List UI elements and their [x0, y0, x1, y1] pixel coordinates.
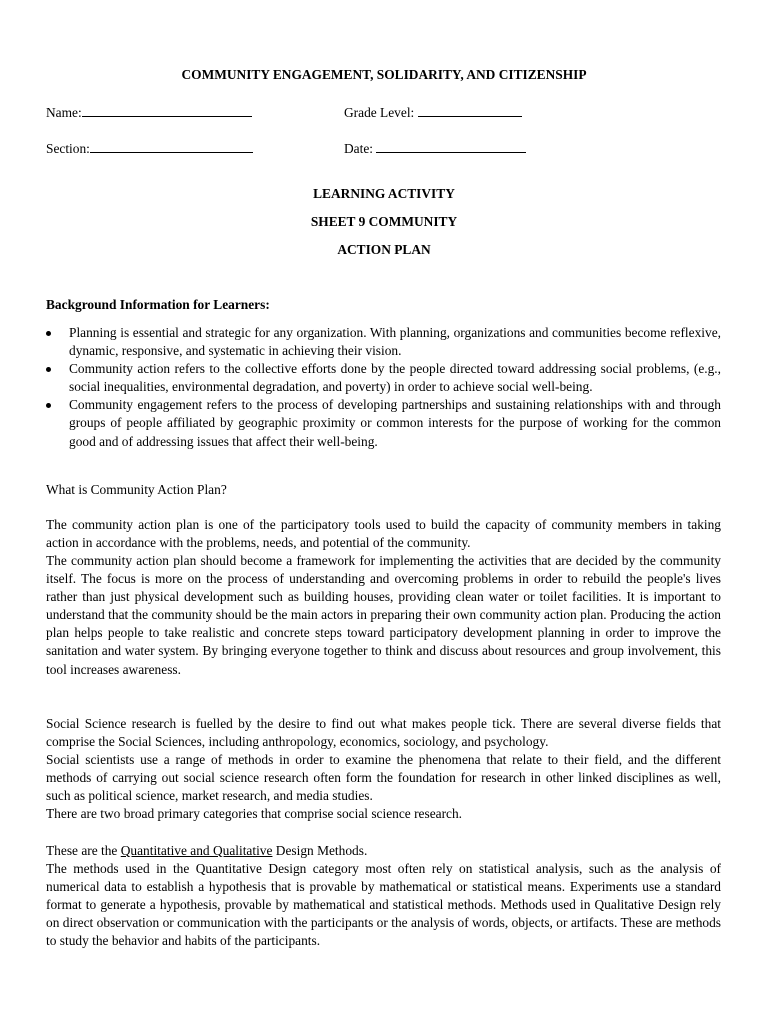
paragraph-research-methods: Social scientists use a range of methods in order to examine the phenomena that relate to their field, and the different methods of carrying out social science research often form the foundation for research in other linked disciplines as well, such as political science, market research, and media studies.: [46, 752, 721, 804]
name-label: Name:: [46, 105, 82, 120]
paragraph-categories: There are two broad primary categories that comprise social science research.: [46, 806, 463, 821]
heading-line-1: LEARNING ACTIVITY: [313, 186, 455, 201]
paragraph-action-plan-framework: The community action plan should become a framework for implementing the activities that are decided by the community itself. The focus is more on the process of understanding and overcoming problems in order to rebuild the people's lives rather than just physical development such as building houses, providing clean water or toilet facilities. It is important to understand that the community should be the main actors in preparing their own community action plan. Producing the action plan helps people to take realistic and concrete steps toward participatory development planning in order to improve the sanitation and water system. By bringing everyone together to think and discuss about resources and group involvement, this tool increases awareness.: [46, 553, 721, 677]
background-info-heading: Background Information for Learners:: [46, 297, 270, 312]
paragraph-social-science: Social Science research is fuelled by the desire to find out what makes people tick. There are several diverse fields that comprise the Social Sciences, including anthropology, economics, sociology, and psychology.: [46, 716, 721, 750]
date-label: Date:: [344, 141, 373, 156]
bullet-dot-icon: [46, 367, 51, 372]
name-blank-line[interactable]: [82, 103, 252, 117]
bullet-dot-icon: [46, 403, 51, 408]
date-blank-line[interactable]: [376, 139, 526, 153]
section-field[interactable]: [46, 139, 253, 158]
bullet-text: Planning is essential and strategic for any organization. With planning, organizations and communities become reflexive, dynamic, responsive, and systematic in achieving their vision.: [69, 325, 721, 359]
quantitative-qualitative-link[interactable]: Quantitative and Qualitative: [120, 843, 273, 858]
bullet-text: Community engagement refers to the process of developing partnerships and sustaining relationships with and through groups of people affiliated by geographic proximity or common interests for the purpose of working for the common good and of addressing issues that affect their well-being.: [69, 397, 721, 449]
grade-level-field[interactable]: [344, 103, 522, 122]
grade-level-blank-line[interactable]: [418, 103, 522, 117]
paragraph-design-methods: [46, 842, 367, 860]
bullet-dot-icon: [46, 331, 51, 336]
design-methods-suffix: Design Methods.: [272, 843, 368, 858]
paragraph-action-plan-definition: The community action plan is one of the participatory tools used to build the capacity of community members in taking action in accordance with the problems, needs, and potential of the community.: [46, 517, 721, 551]
design-methods-prefix: These are the: [46, 843, 121, 858]
section-label: Section:: [46, 141, 90, 156]
paragraph-quantitative-qualitative: The methods used in the Quantitative Design category most often rely on statistical analysis, such as the analysis of numerical data to establish a hypothesis that is provable by mathematical or statistical means. Experiments use a standard format to generate a hypothesis, provable by mathematical and statistical methods. Methods used in Qualitative Design rely on direct observation or communication with the participants or the analysis of words, objects, or artifacts. These are methods to study the behavior and habits of the participants.: [46, 861, 721, 949]
grade-level-label: Grade Level:: [344, 105, 415, 120]
bullet-item: [46, 324, 721, 360]
bullet-item: [46, 360, 721, 396]
question-heading: What is Community Action Plan?: [46, 482, 227, 497]
document-title: COMMUNITY ENGAGEMENT, SOLIDARITY, AND CITIZENSHIP: [181, 67, 587, 82]
date-field[interactable]: [344, 139, 526, 158]
bullet-item: [46, 396, 721, 450]
bullet-text: Community action refers to the collective efforts done by the people directed toward addressing social problems, (e.g., social inequalities, environmental degradation, and poverty) in order to achieve social well-being.: [69, 361, 721, 395]
heading-line-2: SHEET 9 COMMUNITY: [310, 214, 458, 229]
name-field[interactable]: [46, 103, 252, 122]
heading-line-3: ACTION PLAN: [337, 242, 431, 257]
background-bullet-list: [46, 324, 721, 451]
section-blank-line[interactable]: [90, 139, 253, 153]
